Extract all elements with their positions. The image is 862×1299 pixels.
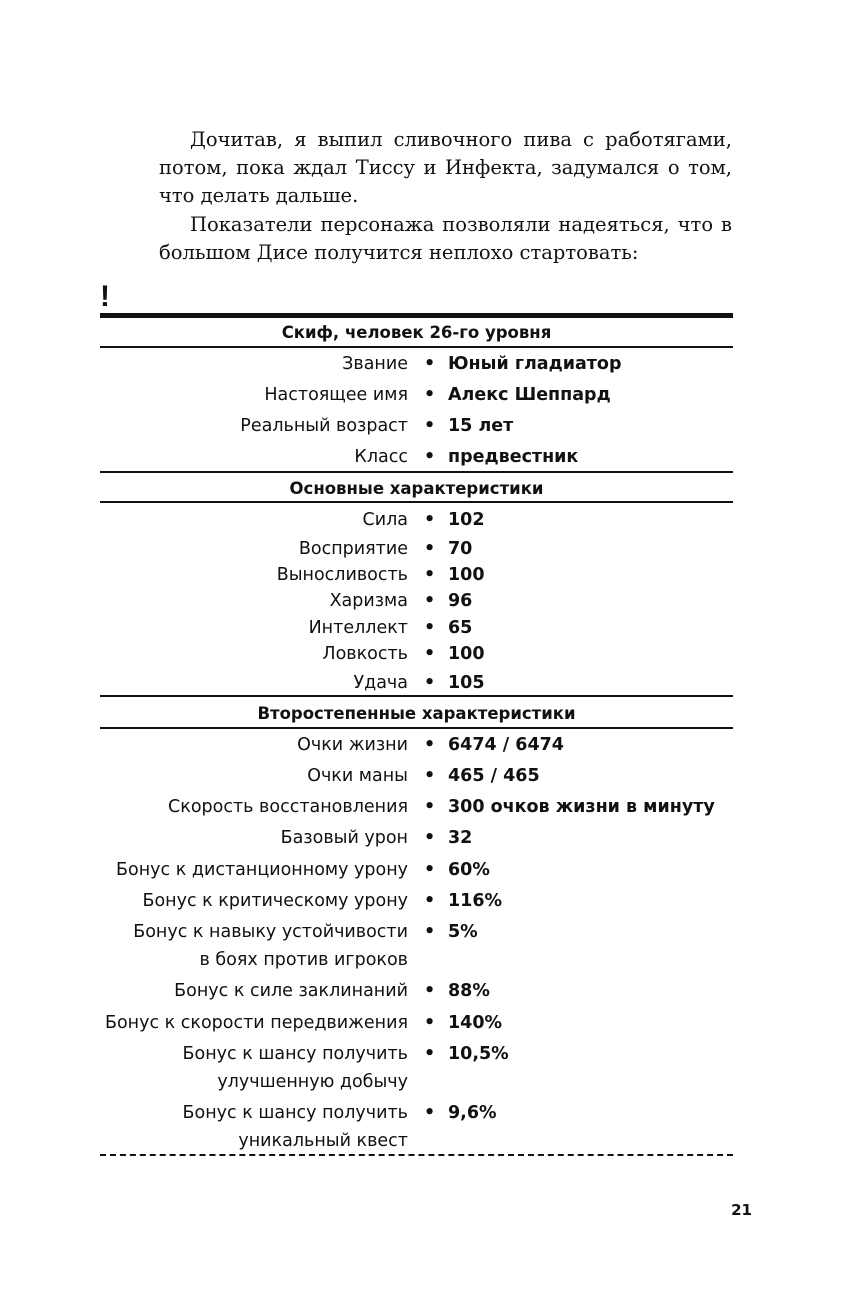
stat-value: 300 очков жизни в минуту xyxy=(448,797,715,817)
stat-value: 15 лет xyxy=(448,416,514,436)
stat-label: Харизма xyxy=(329,591,408,611)
stat-label: Реальный возраст xyxy=(240,416,408,436)
stat-value: 88% xyxy=(448,981,490,1001)
stat-row-regeneration xyxy=(100,793,733,821)
bullet: • xyxy=(424,1044,436,1064)
stat-row-ranged-bonus xyxy=(100,856,733,884)
stat-value: 96 xyxy=(448,591,473,611)
bullet: • xyxy=(424,1013,436,1033)
stat-row-quest-bonus-cont xyxy=(100,1127,733,1155)
stat-label-continuation: в боях против игроков xyxy=(199,950,408,970)
stat-label: Интеллект xyxy=(308,618,408,638)
bullet: • xyxy=(424,828,436,848)
stat-label: Звание xyxy=(342,354,408,374)
bullet: • xyxy=(424,1103,436,1123)
bullet: • xyxy=(424,735,436,755)
stat-row-resilience-bonus-cont xyxy=(100,946,733,974)
stat-row-endurance xyxy=(100,561,733,589)
stat-row-agility xyxy=(100,640,733,668)
stat-row-luck xyxy=(100,669,733,697)
stat-label: Выносливость xyxy=(276,565,408,585)
stat-label-continuation: улучшенную добычу xyxy=(217,1072,408,1092)
divider xyxy=(100,727,733,729)
stat-label: Бонус к критическому урону xyxy=(142,891,408,911)
stat-label: Удача xyxy=(353,673,408,693)
stat-label: Класс xyxy=(354,447,408,467)
bullet: • xyxy=(424,673,436,693)
stat-value: 100 xyxy=(448,565,485,585)
bullet: • xyxy=(424,510,436,530)
stat-label: Сила xyxy=(362,510,408,530)
bullet: • xyxy=(424,860,436,880)
bullet: • xyxy=(424,618,436,638)
stat-row-spell-power-bonus xyxy=(100,977,733,1005)
stat-label: Очки жизни xyxy=(297,735,408,755)
stat-row-loot-bonus-cont xyxy=(100,1068,733,1096)
stat-row-charisma xyxy=(100,587,733,615)
divider xyxy=(100,471,733,473)
stat-row-perception xyxy=(100,535,733,563)
stat-label: Бонус к силе заклинаний xyxy=(174,981,408,1001)
stat-value: 100 xyxy=(448,644,485,664)
stat-row-intellect xyxy=(100,614,733,642)
stat-label: Скорость восстановления xyxy=(168,797,408,817)
stat-row-resilience-bonus xyxy=(100,918,733,946)
stat-value: предвестник xyxy=(448,447,579,467)
stat-label: Очки маны xyxy=(307,766,408,786)
bullet: • xyxy=(424,891,436,911)
stat-value: 102 xyxy=(448,510,485,530)
bullet: • xyxy=(424,416,436,436)
stat-value: 465 / 465 xyxy=(448,766,540,786)
stat-label: Бонус к скорости передвижения xyxy=(104,1013,408,1033)
stat-row-crit-bonus xyxy=(100,887,733,915)
stat-value: 65 xyxy=(448,618,473,638)
stat-value: 6474 / 6474 xyxy=(448,735,564,755)
stat-label: Базовый урон xyxy=(280,828,408,848)
stat-row-movement-bonus xyxy=(100,1009,733,1037)
bullet: • xyxy=(424,385,436,405)
bullet: • xyxy=(424,591,436,611)
stat-label: Настоящее имя xyxy=(264,385,408,405)
stat-label: Бонус к навыку устойчивости xyxy=(133,922,408,942)
bullet: • xyxy=(424,539,436,559)
stat-value: 105 xyxy=(448,673,485,693)
stat-value: Юный гладиатор xyxy=(448,354,622,374)
stat-label: Ловкость xyxy=(322,644,408,664)
stat-row-rank xyxy=(100,350,733,378)
stats-box-top-border xyxy=(100,313,733,318)
bullet: • xyxy=(424,644,436,664)
bullet: • xyxy=(424,565,436,585)
bullet: • xyxy=(424,922,436,942)
bullet: • xyxy=(424,766,436,786)
exclamation-marker: ! xyxy=(100,280,110,313)
bullet: • xyxy=(424,354,436,374)
secondary-stats-title: Второстепенные характеристики xyxy=(257,704,576,723)
stat-value: 9,6% xyxy=(448,1103,497,1123)
stat-value: 60% xyxy=(448,860,490,880)
bullet: • xyxy=(424,797,436,817)
divider xyxy=(100,346,733,348)
stat-value: Алекс Шеппард xyxy=(448,385,611,405)
stat-row-real-age xyxy=(100,412,733,440)
stat-row-real-name xyxy=(100,381,733,409)
stats-box-bottom-dashed-border xyxy=(100,1154,733,1156)
stat-label-continuation: уникальный квест xyxy=(238,1131,408,1151)
stat-row-base-damage xyxy=(100,824,733,852)
stat-label: Бонус к шансу получить xyxy=(182,1103,408,1123)
stat-row-mana xyxy=(100,762,733,790)
divider xyxy=(100,695,733,697)
stat-label: Бонус к шансу получить xyxy=(182,1044,408,1064)
stat-label: Бонус к дистанционному урону xyxy=(116,860,408,880)
stat-value: 140% xyxy=(448,1013,503,1033)
stat-value: 5% xyxy=(448,922,478,942)
stat-value: 70 xyxy=(448,539,473,559)
stat-row-loot-bonus xyxy=(100,1040,733,1068)
main-stats-title: Основные характеристики xyxy=(289,479,544,498)
paragraph-1: Дочитав, я выпил сливочного пива с работягами, потом, пока ждал Тиссу и Инфекта, задумался о том, что делать дальше. xyxy=(159,128,732,207)
divider xyxy=(100,501,733,503)
stat-label: Восприятие xyxy=(298,539,408,559)
stat-row-strength xyxy=(100,506,733,534)
page-number: 21 xyxy=(731,1201,752,1219)
stat-row-class xyxy=(100,443,733,471)
paragraph-2: Показатели персонажа позволяли надеяться, что в большом Дисе получится неплохо стартовать: xyxy=(159,213,732,264)
stat-value: 32 xyxy=(448,828,473,848)
stat-value: 116% xyxy=(448,891,503,911)
bullet: • xyxy=(424,981,436,1001)
stat-value: 10,5% xyxy=(448,1044,509,1064)
stat-row-health xyxy=(100,731,733,759)
character-title: Скиф, человек 26-го уровня xyxy=(281,323,552,342)
bullet: • xyxy=(424,447,436,467)
stat-row-quest-bonus xyxy=(100,1099,733,1127)
